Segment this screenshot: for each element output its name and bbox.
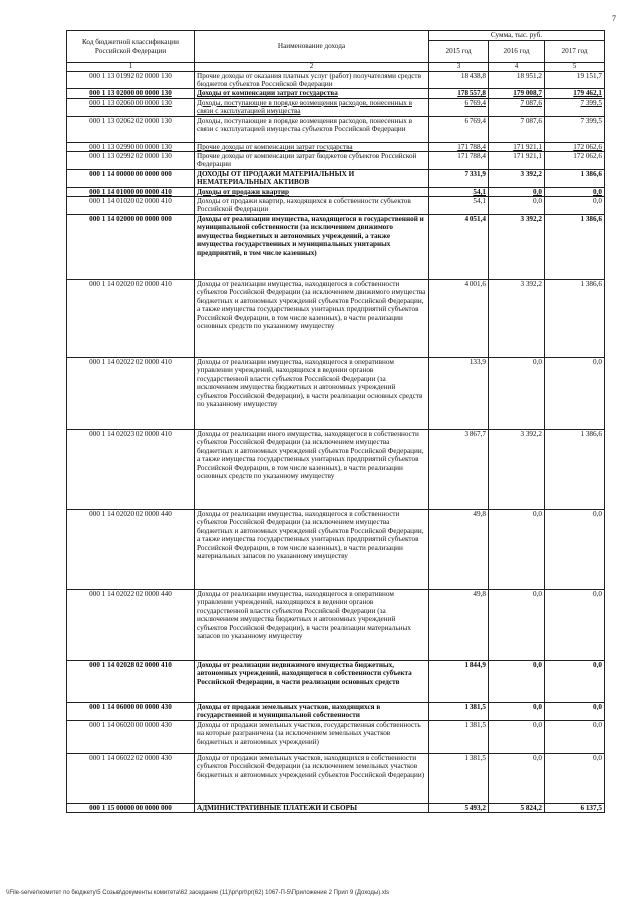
budget-code-cell: 000 1 14 06000 00 0000 430 bbox=[67, 702, 195, 720]
table-row bbox=[67, 660, 605, 702]
budget-code-cell: 000 1 14 06022 02 0000 430 bbox=[67, 753, 195, 803]
revenue-name-cell: Доходы, поступающие в порядке возмещения расходов, понесенных в связи с эксплуатацией имущества bbox=[195, 98, 429, 116]
amount-2017-cell: 19 151,7 bbox=[545, 71, 605, 89]
revenue-name-cell: Доходы от продажи квартир, находящихся в собственности субъектов Российской Федерации bbox=[195, 197, 429, 215]
header-name: Наименование дохода bbox=[195, 31, 429, 63]
budget-code-cell: 000 1 14 02020 02 0000 440 bbox=[67, 509, 195, 589]
revenue-name-cell: Доходы от продажи земельных участков, государственная собственность на которые разграничена (за исключением земельных участков бюджетных и автономных учреждений) bbox=[195, 720, 429, 753]
amount-2016-cell: 3 392,2 bbox=[489, 279, 545, 357]
page-number: 7 bbox=[612, 14, 616, 23]
revenue-table bbox=[66, 30, 605, 813]
revenue-name-cell: Доходы, поступающие в порядке возмещения расходов, понесенных в связи с эксплуатацией имущества субъектов Российской Федерации bbox=[195, 116, 429, 142]
budget-code-cell: 000 1 14 02022 02 0000 410 bbox=[67, 357, 195, 429]
table-row bbox=[67, 720, 605, 753]
column-index: 3 bbox=[429, 63, 489, 72]
amount-2015-cell: 6 769,4 bbox=[429, 116, 489, 142]
header-year-2015: 2015 год bbox=[429, 41, 489, 63]
amount-2015-cell: 54,1 bbox=[429, 187, 489, 196]
amount-2016-cell: 179 008,7 bbox=[489, 89, 545, 98]
amount-2015-cell: 171 788,4 bbox=[429, 142, 489, 151]
table-row bbox=[67, 98, 605, 116]
column-index: 1 bbox=[67, 63, 195, 72]
amount-2016-cell: 171 921,1 bbox=[489, 152, 545, 170]
amount-2015-cell: 1 844,9 bbox=[429, 660, 489, 702]
revenue-name-cell: Доходы от реализации имущества, находящегося в собственности субъектов Российской Федерации (за исключением имущества бюджетных и автономных учреждений субъектов Российской Федерации, а также имущества государственных унитарных предприятий субъектов Российской Федерации, в том числе казенных), в части реализации материальных запасов по указанному имуществу bbox=[195, 509, 429, 589]
table-row bbox=[67, 152, 605, 170]
amount-2015-cell: 1 381,5 bbox=[429, 753, 489, 803]
revenue-name-cell: Доходы от реализации имущества, находящегося в собственности субъектов Российской Федерации (за исключением движимого имущества бюджетных и автономных учреждений субъектов Российской Федерации, а также имущества государственных унитарных предприятий субъектов Российской Федерации, в том числе казенных), в части реализации основных средств по указанному имуществу bbox=[195, 279, 429, 357]
file-path-footer: \\File-server\комитет по бюджету\5 Созыв\документы комитета\62 заседание (11)\pr\prt\pr(62) 1067-П-5\Приложение 2 Прил 9 (Доходы).xls bbox=[6, 890, 390, 896]
header-year-2016: 2016 год bbox=[489, 41, 545, 63]
amount-2016-cell: 0,0 bbox=[489, 509, 545, 589]
amount-2015-cell: 49,8 bbox=[429, 509, 489, 589]
budget-code-cell: 000 1 14 02023 02 0000 410 bbox=[67, 429, 195, 509]
amount-2017-cell: 172 062,6 bbox=[545, 152, 605, 170]
revenue-name-cell: Доходы от реализации недвижимого имущества бюджетных, автономных учреждений, находящегося в собственности субъекта Российской Федерации, в части реализации основных средств bbox=[195, 660, 429, 702]
amount-2015-cell: 6 769,4 bbox=[429, 98, 489, 116]
revenue-name-cell: Доходы от продажи земельных участков, находящихся в государственной и муниципальной собственности bbox=[195, 702, 429, 720]
table-row bbox=[67, 116, 605, 142]
table-body bbox=[67, 71, 605, 813]
amount-2016-cell: 5 824,2 bbox=[489, 803, 545, 812]
revenue-name-cell: Доходы от компенсации затрат государства bbox=[195, 89, 429, 98]
table-row bbox=[67, 803, 605, 812]
amount-2016-cell: 0,0 bbox=[489, 197, 545, 215]
budget-code-cell: 000 1 14 01020 02 0000 410 bbox=[67, 197, 195, 215]
amount-2017-cell: 1 386,6 bbox=[545, 214, 605, 279]
amount-2016-cell: 3 392,2 bbox=[489, 169, 545, 187]
table-row bbox=[67, 279, 605, 357]
revenue-name-cell: Доходы от реализации имущества, находящегося в оперативном управлении учреждений, находящихся в ведении органов государственной власти субъектов Российской Федерации (за исключением имущества бюджетных и автономных учреждений субъектов Российской Федерации), в части реализации материальных запасов по указанному имуществу bbox=[195, 589, 429, 660]
amount-2017-cell: 6 137,5 bbox=[545, 803, 605, 812]
amount-2017-cell: 0,0 bbox=[545, 187, 605, 196]
table-row bbox=[67, 753, 605, 803]
amount-2017-cell: 7 399,5 bbox=[545, 98, 605, 116]
amount-2015-cell: 1 381,5 bbox=[429, 702, 489, 720]
amount-2016-cell: 3 392,2 bbox=[489, 429, 545, 509]
budget-code-cell: 000 1 13 01992 02 0000 130 bbox=[67, 71, 195, 89]
amount-2015-cell: 5 493,2 bbox=[429, 803, 489, 812]
revenue-name-cell: Прочие доходы от компенсации затрат бюджетов субъектов Российской Федерации bbox=[195, 152, 429, 170]
budget-code-cell: 000 1 14 02020 02 0000 410 bbox=[67, 279, 195, 357]
amount-2016-cell: 0,0 bbox=[489, 702, 545, 720]
budget-code-cell: 000 1 13 02990 00 0000 130 bbox=[67, 142, 195, 151]
amount-2016-cell: 0,0 bbox=[489, 187, 545, 196]
table-row bbox=[67, 169, 605, 187]
amount-2016-cell: 0,0 bbox=[489, 753, 545, 803]
table-row bbox=[67, 89, 605, 98]
amount-2017-cell: 0,0 bbox=[545, 589, 605, 660]
budget-code-cell: 000 1 13 02000 00 0000 130 bbox=[67, 89, 195, 98]
amount-2015-cell: 49,8 bbox=[429, 589, 489, 660]
amount-2017-cell: 179 462,1 bbox=[545, 89, 605, 98]
amount-2015-cell: 133,9 bbox=[429, 357, 489, 429]
amount-2017-cell: 172 062,6 bbox=[545, 142, 605, 151]
table-row bbox=[67, 702, 605, 720]
amount-2016-cell: 0,0 bbox=[489, 660, 545, 702]
table-row bbox=[67, 197, 605, 215]
amount-2015-cell: 178 557,8 bbox=[429, 89, 489, 98]
revenue-name-cell: АДМИНИСТРАТИВНЫЕ ПЛАТЕЖИ И СБОРЫ bbox=[195, 803, 429, 812]
amount-2017-cell: 0,0 bbox=[545, 197, 605, 215]
amount-2016-cell: 18 951,2 bbox=[489, 71, 545, 89]
table-row bbox=[67, 509, 605, 589]
amount-2017-cell: 1 386,6 bbox=[545, 279, 605, 357]
amount-2017-cell: 7 399,5 bbox=[545, 116, 605, 142]
amount-2015-cell: 4 051,4 bbox=[429, 214, 489, 279]
table-row bbox=[67, 142, 605, 151]
budget-code-cell: 000 1 13 02062 02 0000 130 bbox=[67, 116, 195, 142]
amount-2016-cell: 0,0 bbox=[489, 357, 545, 429]
amount-2016-cell: 7 087,6 bbox=[489, 98, 545, 116]
revenue-name-cell: ДОХОДЫ ОТ ПРОДАЖИ МАТЕРИАЛЬНЫХ И НЕМАТЕРИАЛЬНЫХ АКТИВОВ bbox=[195, 169, 429, 187]
amount-2017-cell: 1 386,6 bbox=[545, 429, 605, 509]
amount-2017-cell: 0,0 bbox=[545, 357, 605, 429]
revenue-name-cell: Прочие доходы от оказания платных услуг (работ) получателями средств бюджетов субъектов Российской Федерации bbox=[195, 71, 429, 89]
amount-2017-cell: 0,0 bbox=[545, 702, 605, 720]
amount-2016-cell: 171 921,1 bbox=[489, 142, 545, 151]
amount-2015-cell: 7 331,9 bbox=[429, 169, 489, 187]
budget-code-cell: 000 1 14 02028 02 0000 410 bbox=[67, 660, 195, 702]
column-index: 2 bbox=[195, 63, 429, 72]
column-index: 4 bbox=[489, 63, 545, 72]
table-row bbox=[67, 214, 605, 279]
table-row bbox=[67, 589, 605, 660]
amount-2017-cell: 0,0 bbox=[545, 660, 605, 702]
header-year-2017: 2017 год bbox=[545, 41, 605, 63]
table-row bbox=[67, 187, 605, 196]
amount-2015-cell: 171 788,4 bbox=[429, 152, 489, 170]
table-row bbox=[67, 357, 605, 429]
amount-2017-cell: 0,0 bbox=[545, 753, 605, 803]
revenue-name-cell: Доходы от реализации имущества, находящегося в оперативном управлении учреждений, находящихся в ведении органов государственной власти субъектов Российской Федерации (за исключением имущества бюджетных и автономных учреждений субъектов Российской Федерации), в части реализации основных средств по указанному имуществу bbox=[195, 357, 429, 429]
amount-2017-cell: 0,0 bbox=[545, 720, 605, 753]
amount-2017-cell: 0,0 bbox=[545, 509, 605, 589]
header-sum: Сумма, тыс. руб. bbox=[429, 31, 605, 41]
budget-code-cell: 000 1 15 00000 00 0000 000 bbox=[67, 803, 195, 812]
budget-code-cell: 000 1 14 02000 00 0000 000 bbox=[67, 214, 195, 279]
amount-2015-cell: 1 381,5 bbox=[429, 720, 489, 753]
amount-2017-cell: 1 386,6 bbox=[545, 169, 605, 187]
revenue-name-cell: Доходы от реализации иного имущества, находящегося в собственности субъектов Российской Федерации (за исключением имущества бюджетных и автономных учреждений субъектов Российской Федерации, а также имущества государственных унитарных предприятий субъектов Российской Федерации, в том числе казенных), в части реализации основных средств по указанному имуществу bbox=[195, 429, 429, 509]
budget-code-cell: 000 1 14 02022 02 0000 440 bbox=[67, 589, 195, 660]
budget-code-cell: 000 1 13 02060 00 0000 130 bbox=[67, 98, 195, 116]
amount-2015-cell: 3 867,7 bbox=[429, 429, 489, 509]
amount-2016-cell: 7 087,6 bbox=[489, 116, 545, 142]
revenue-name-cell: Доходы от продажи квартир bbox=[195, 187, 429, 196]
amount-2015-cell: 18 438,8 bbox=[429, 71, 489, 89]
budget-code-cell: 000 1 14 06020 00 0000 430 bbox=[67, 720, 195, 753]
revenue-name-cell: Прочие доходы от компенсации затрат государства bbox=[195, 142, 429, 151]
amount-2015-cell: 4 001,6 bbox=[429, 279, 489, 357]
revenue-name-cell: Доходы от реализации имущества, находящегося в государственной и муниципальной собственности (за исключением движимого имущества бюджетных и автономных учреждений, а также имущества государственных и муниципальных унитарных предприятий, в том числе казенных) bbox=[195, 214, 429, 279]
column-index: 5 bbox=[545, 63, 605, 72]
budget-code-cell: 000 1 14 00000 00 0000 000 bbox=[67, 169, 195, 187]
budget-code-cell: 000 1 13 02992 02 0000 130 bbox=[67, 152, 195, 170]
table-row bbox=[67, 71, 605, 89]
amount-2016-cell: 0,0 bbox=[489, 720, 545, 753]
amount-2015-cell: 54,1 bbox=[429, 197, 489, 215]
revenue-name-cell: Доходы от продажи земельных участков, находящихся в собственности субъектов Российской Федерации (за исключением земельных участков бюджетных и автономных учреждений субъектов Российской Федерации) bbox=[195, 753, 429, 803]
header-code: Код бюджетной классификации Российской Федерации bbox=[67, 31, 195, 63]
amount-2016-cell: 0,0 bbox=[489, 589, 545, 660]
table-row bbox=[67, 429, 605, 509]
budget-code-cell: 000 1 14 01000 00 0000 410 bbox=[67, 187, 195, 196]
amount-2016-cell: 3 392,2 bbox=[489, 214, 545, 279]
